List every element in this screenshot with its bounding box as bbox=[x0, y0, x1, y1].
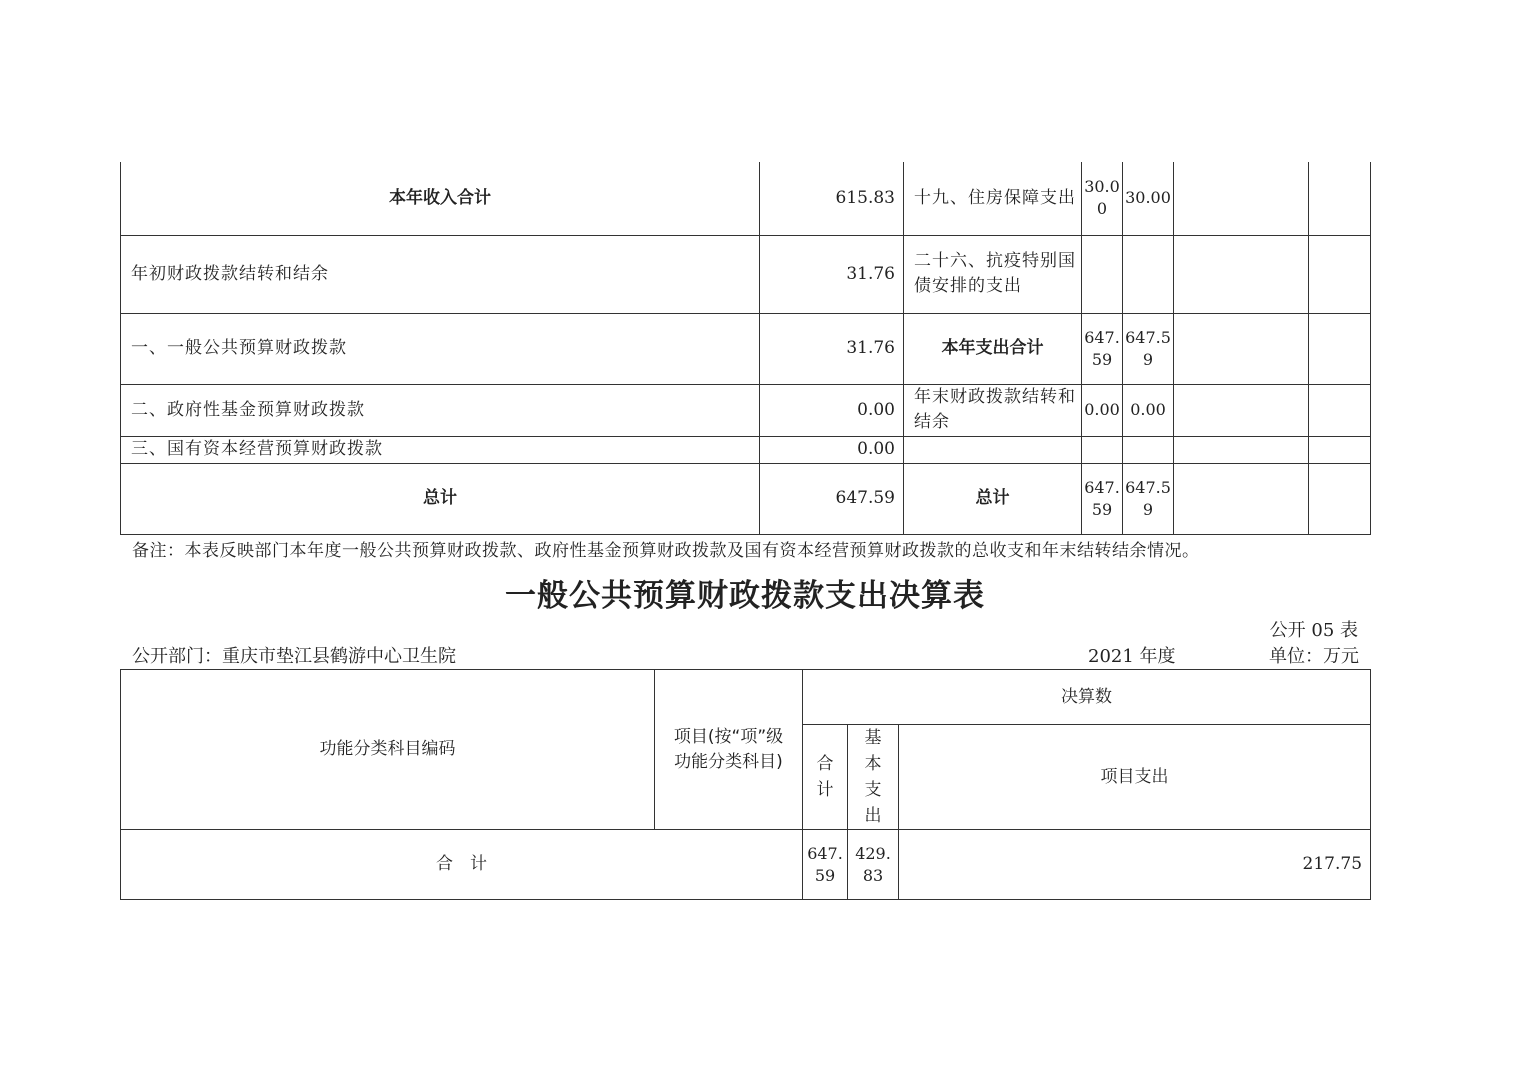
empty-cell bbox=[1174, 235, 1309, 313]
row-value: 31.76 bbox=[760, 235, 904, 313]
row-right-total: 0.00 bbox=[1082, 384, 1123, 436]
row-right-total bbox=[1082, 436, 1123, 463]
empty-cell bbox=[1174, 162, 1309, 235]
empty-cell bbox=[1309, 235, 1371, 313]
empty-cell bbox=[1174, 384, 1309, 436]
project-value: 217.75 bbox=[899, 830, 1371, 900]
summary-table bbox=[120, 162, 1371, 535]
empty-cell bbox=[1309, 384, 1371, 436]
row-right-basic: 30.00 bbox=[1123, 162, 1174, 235]
row-label: 年初财政拨款结转和结余 bbox=[121, 235, 760, 313]
row-right-basic: 647.59 bbox=[1123, 313, 1174, 384]
header-total: 合计 bbox=[803, 725, 848, 830]
row-right-label: 十九、住房保障支出 bbox=[904, 162, 1082, 235]
table-row bbox=[121, 436, 1371, 463]
basic-value: 429.83 bbox=[848, 830, 899, 900]
row-right-label: 总计 bbox=[904, 463, 1082, 534]
empty-cell bbox=[1174, 463, 1309, 534]
year-label: 2021 年度 bbox=[1088, 646, 1176, 667]
row-value: 615.83 bbox=[760, 162, 904, 235]
table-row bbox=[121, 235, 1371, 313]
unit-label: 单位：万元 bbox=[1269, 646, 1359, 667]
table-row bbox=[121, 313, 1371, 384]
header-final: 决算数 bbox=[803, 670, 1371, 725]
header-project: 项目支出 bbox=[899, 725, 1371, 830]
row-right-total bbox=[1082, 235, 1123, 313]
total-label: 合 计 bbox=[121, 830, 803, 900]
row-right-basic: 0.00 bbox=[1123, 384, 1174, 436]
empty-cell bbox=[1309, 436, 1371, 463]
row-right-total: 30.00 bbox=[1082, 162, 1123, 235]
row-label: 二、政府性基金预算财政拨款 bbox=[121, 384, 760, 436]
empty-cell bbox=[1174, 436, 1309, 463]
row-right-label: 二十六、抗疫特别国债安排的支出 bbox=[904, 235, 1082, 313]
row-label: 三、国有资本经营预算财政拨款 bbox=[121, 436, 760, 463]
table-row bbox=[121, 830, 1371, 900]
row-right-label: 年末财政拨款结转和结余 bbox=[904, 384, 1082, 436]
empty-cell bbox=[1174, 313, 1309, 384]
row-right-basic bbox=[1123, 235, 1174, 313]
row-value: 0.00 bbox=[760, 436, 904, 463]
row-value: 0.00 bbox=[760, 384, 904, 436]
row-right-basic: 647.59 bbox=[1123, 463, 1174, 534]
table-row bbox=[121, 463, 1371, 534]
row-right-label bbox=[904, 436, 1082, 463]
row-label: 本年收入合计 bbox=[121, 162, 760, 235]
department-label: 公开部门：重庆市垫江县鹤游中心卫生院 bbox=[132, 646, 456, 667]
table-note: 备注：本表反映部门本年度一般公共预算财政拨款、政府性基金预算财政拨款及国有资本经营预算财政拨款的总收支和年末结转结余情况。 bbox=[132, 541, 1200, 561]
table-row bbox=[121, 162, 1371, 235]
table-row bbox=[121, 384, 1371, 436]
row-label: 总计 bbox=[121, 463, 760, 534]
row-right-label: 本年支出合计 bbox=[904, 313, 1082, 384]
header-item: 项目(按“项”级功能分类科目) bbox=[655, 670, 803, 830]
table-header-row bbox=[121, 670, 1371, 725]
row-value: 647.59 bbox=[760, 463, 904, 534]
empty-cell bbox=[1309, 463, 1371, 534]
total-value: 647.59 bbox=[803, 830, 848, 900]
row-right-basic bbox=[1123, 436, 1174, 463]
row-label: 一、一般公共预算财政拨款 bbox=[121, 313, 760, 384]
header-basic: 基本支出 bbox=[848, 725, 899, 830]
expense-table bbox=[120, 669, 1371, 900]
empty-cell bbox=[1309, 313, 1371, 384]
page-title: 一般公共预算财政拨款支出决算表 bbox=[505, 578, 985, 614]
row-value: 31.76 bbox=[760, 313, 904, 384]
row-right-total: 647.59 bbox=[1082, 463, 1123, 534]
row-right-total: 647.59 bbox=[1082, 313, 1123, 384]
header-code: 功能分类科目编码 bbox=[121, 670, 655, 830]
empty-cell bbox=[1309, 162, 1371, 235]
table-number: 公开 05 表 bbox=[1269, 620, 1358, 641]
